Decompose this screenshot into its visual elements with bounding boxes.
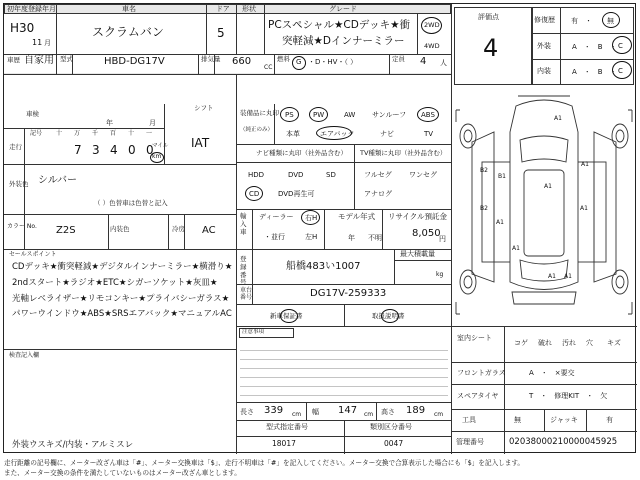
equip-aw: AW bbox=[344, 111, 356, 119]
new-guarantee: 新車保証書 bbox=[270, 312, 303, 320]
digit-label-3: 千 bbox=[92, 130, 99, 137]
digit-label-1: 十 bbox=[56, 130, 63, 137]
reg-year: H30 bbox=[10, 21, 35, 35]
score-label: 評価点 bbox=[478, 13, 499, 21]
int-value: C bbox=[618, 67, 623, 75]
max-load-unit: kg bbox=[436, 271, 444, 278]
inspection-label: 車検 bbox=[26, 110, 39, 118]
seat-tear: 破れ bbox=[538, 339, 552, 347]
reg-year-label: 初年度登録年月 bbox=[7, 4, 56, 13]
inspector-label: 検査記入欄 bbox=[9, 352, 40, 359]
exterior-note: （ ）色替車は色替と記入 bbox=[94, 199, 168, 207]
grade-line1: PCスペシャル★CDデッキ★衝 bbox=[268, 19, 410, 31]
equip-pw: PW bbox=[313, 111, 325, 119]
model: HBD-DG17V bbox=[104, 56, 165, 67]
chassis-label: 車台番号 bbox=[240, 287, 253, 302]
jack-label: ジャッキ bbox=[550, 416, 578, 424]
model-year-label: モデル年式 bbox=[338, 212, 376, 221]
spare: T ・ 修理KIT ・ 欠 bbox=[529, 392, 608, 400]
inspection-month: 月 bbox=[149, 119, 156, 127]
repair-options: 有 ・ bbox=[571, 17, 592, 25]
auction-sheet bbox=[3, 3, 636, 453]
height-unit: cm bbox=[434, 411, 444, 418]
ext-label: 外装 bbox=[537, 42, 551, 50]
car-history-label: 車歴 bbox=[7, 56, 20, 64]
sales-line-1: 2ndスタート★ラジオ★ETC★シガーソケット★灰皿★ bbox=[12, 278, 218, 288]
model-label: 型式 bbox=[60, 55, 73, 63]
registration-number: 船橋483い1007 bbox=[286, 261, 361, 272]
tv-full: フルセグ bbox=[364, 171, 392, 179]
dmg-label-9: A1 bbox=[548, 273, 556, 280]
car-name-label: 車名 bbox=[122, 4, 136, 13]
height: 189 bbox=[406, 405, 426, 416]
car-name: スクラムバン bbox=[92, 25, 164, 39]
glass-label: フロントガラス bbox=[457, 369, 506, 377]
dmg-label-1: A1 bbox=[581, 161, 589, 168]
tv-one: ワンセグ bbox=[409, 171, 437, 179]
equip-ps: PS bbox=[285, 111, 294, 119]
digit-1: 7 bbox=[74, 143, 82, 157]
unit-km: km bbox=[152, 153, 162, 160]
ext-value: C bbox=[618, 42, 623, 50]
month-unit: 月 bbox=[44, 39, 51, 47]
import-dealer: ディーラー bbox=[259, 213, 294, 221]
recycle-label: リサイクル預託金 bbox=[388, 212, 447, 221]
note-label: 注意事項 bbox=[242, 329, 265, 335]
footer-line1: 走行距離の記号欄に、メーター改ざん車は「#」、メーター交換車は「$」、走行不明車は「#」を記入してください。メーター交換で合算表示した場合にも「$」を記入します。 bbox=[4, 459, 525, 467]
door-label: ドア bbox=[216, 4, 230, 13]
max-load-label: 最大積載量 bbox=[400, 250, 435, 258]
sales-point-label: セールスポイント bbox=[9, 251, 57, 258]
color-code-label: カラー No. bbox=[7, 223, 37, 230]
fuel: G bbox=[296, 58, 302, 66]
drive-2wd: 2WD bbox=[424, 21, 440, 29]
type: 18017 bbox=[272, 439, 296, 448]
mgmt-label: 管理番号 bbox=[456, 438, 484, 446]
fuel-options: ・D・HV・（ ） bbox=[308, 58, 358, 66]
sales-line-0: CDデッキ★衝突軽減★デジタルインナーミラー★横滑り★ bbox=[12, 262, 233, 272]
cool-label: 冷房 bbox=[172, 225, 185, 233]
capacity: 4 bbox=[420, 56, 427, 67]
reg-month: 11 bbox=[32, 38, 43, 47]
tv-title: TV種類に丸印（社外品含む） bbox=[360, 149, 447, 157]
note-lines bbox=[240, 342, 448, 400]
nav-sd: SD bbox=[326, 171, 336, 179]
dmg-label-5: B2 bbox=[480, 205, 488, 212]
model-year-unknown: 不明 bbox=[368, 234, 382, 242]
seat-burn: コゲ bbox=[514, 339, 528, 347]
import-label: 輸入車 bbox=[240, 212, 247, 236]
import-right: 右H bbox=[305, 214, 318, 222]
shape-label: 形状 bbox=[242, 4, 256, 13]
digit-label-0: 記号 bbox=[30, 130, 43, 137]
mgmt: 02038000210000045925 bbox=[509, 437, 618, 447]
interior-label: 内装色 bbox=[110, 225, 130, 233]
nav-hdd: HDD bbox=[248, 171, 265, 179]
repair-label: 修復歴 bbox=[534, 16, 555, 24]
int-options: A ・ B ・ bbox=[572, 68, 617, 76]
dmg-label-3: A1 bbox=[544, 183, 552, 190]
ext-options: A ・ B ・ bbox=[572, 43, 617, 51]
dmg-label-0: A1 bbox=[554, 115, 562, 122]
width-label: 幅 bbox=[312, 408, 319, 416]
class: 0047 bbox=[384, 439, 404, 448]
recycle: 8,050 bbox=[412, 228, 441, 239]
equip-airbag: エアバック bbox=[320, 130, 355, 138]
registration-label: 登録番号 bbox=[240, 255, 247, 287]
height-label: 高さ bbox=[381, 408, 395, 416]
dmg-label-2: A1 bbox=[580, 205, 588, 212]
type-label: 型式指定番号 bbox=[266, 423, 308, 431]
length: 339 bbox=[264, 405, 284, 416]
import-left: 左H bbox=[305, 233, 318, 241]
repair-value: 無 bbox=[607, 17, 614, 25]
dmg-label-10: A1 bbox=[564, 273, 572, 280]
sales-line-2: 光軸レベライザー★リモコンキー★プライバシーガラス★ bbox=[12, 294, 230, 304]
car-history: 自家用 bbox=[24, 55, 54, 66]
exterior-color: シルバー bbox=[38, 175, 78, 186]
import-parallel: ・並行 bbox=[264, 233, 285, 241]
digit-5: 0 bbox=[146, 143, 154, 157]
mileage-digits bbox=[24, 128, 164, 164]
dmg-label-6: B1 bbox=[498, 173, 506, 180]
seat-stain: 汚れ bbox=[562, 339, 576, 347]
nav-title: ナビ種類に丸印（社外品含む） bbox=[256, 149, 347, 157]
equipment-sub: （純正のみ） bbox=[240, 127, 274, 133]
seat-label: 室内シート bbox=[457, 334, 492, 342]
cool: AC bbox=[202, 225, 216, 236]
int-label: 内装 bbox=[537, 67, 551, 75]
displacement-label: 排気量 bbox=[201, 55, 221, 63]
tool-label: 工具 bbox=[462, 416, 476, 424]
fuel-label: 燃料 bbox=[277, 55, 290, 63]
nav-dvd-play: DVD再生可 bbox=[278, 190, 315, 198]
recycle-unit: 円 bbox=[439, 235, 446, 243]
jack: 有 bbox=[606, 416, 613, 424]
width-unit: cm bbox=[364, 411, 374, 418]
cc-unit: CC bbox=[264, 64, 273, 71]
digit-label-5: 十 bbox=[128, 130, 135, 137]
nav-cd: CD bbox=[249, 190, 260, 198]
footer-line2: また、メーター交換の条件を満たしていないものはメーター改ざん車とします。 bbox=[4, 469, 241, 477]
glass: A ・ ×要交 bbox=[529, 369, 575, 377]
exterior-label: 外装色 bbox=[9, 180, 29, 188]
equip-abs: ABS bbox=[421, 111, 435, 119]
equip-navi: ナビ bbox=[380, 130, 394, 138]
grade-line2: 突軽減★Dインナーミラー bbox=[282, 35, 405, 47]
length-label: 長さ bbox=[240, 408, 254, 416]
nav-dvd: DVD bbox=[288, 171, 304, 179]
digit-label-2: 万 bbox=[74, 130, 81, 137]
equip-leather: 本革 bbox=[286, 130, 300, 138]
drive-4wd: 4WD bbox=[424, 42, 440, 50]
score: 4 bbox=[483, 34, 499, 62]
spare-label: スペアタイヤ bbox=[457, 392, 499, 400]
chassis: DG17V-259333 bbox=[310, 288, 387, 299]
tool: 無 bbox=[514, 416, 521, 424]
grade-label: グレード bbox=[329, 4, 357, 13]
dmg-label-7: A1 bbox=[496, 219, 504, 226]
length-unit: cm bbox=[292, 411, 302, 418]
equip-tv: TV bbox=[424, 130, 434, 138]
inspection-year: 年 bbox=[106, 119, 113, 127]
dmg-label-4: B2 bbox=[480, 167, 488, 174]
unit-mile: マイル bbox=[152, 143, 169, 149]
dmg-label-8: A1 bbox=[512, 245, 520, 252]
doors: 5 bbox=[217, 26, 225, 40]
shift-label: シフト bbox=[194, 104, 214, 112]
seat-scratch: キズ bbox=[607, 339, 621, 347]
seat-hole: 穴 bbox=[586, 339, 593, 347]
sales-line-3: パワーウインドウ★ABS★SRSエアバック★マニュアルAC bbox=[12, 309, 232, 319]
capacity-label: 定員 bbox=[392, 55, 405, 63]
digit-3: 4 bbox=[110, 143, 118, 157]
color-code: Z2S bbox=[56, 225, 76, 236]
capacity-unit: 人 bbox=[440, 59, 447, 67]
manual: 取扱説明書 bbox=[372, 312, 405, 320]
digit-4: 0 bbox=[128, 143, 136, 157]
equip-sunroof: サンルーフ bbox=[372, 111, 407, 119]
digit-label-6: 一 bbox=[146, 130, 153, 137]
car-damage-diagram bbox=[454, 92, 634, 324]
class-label: 類別区分番号 bbox=[370, 423, 412, 431]
equipment-label: 装備品に丸印 bbox=[240, 109, 279, 117]
width: 147 bbox=[338, 405, 358, 416]
mileage-label: 走行 bbox=[9, 143, 22, 151]
digit-label-4: 百 bbox=[110, 130, 117, 137]
model-year-unit: 年 bbox=[348, 234, 355, 242]
tv-analog: アナログ bbox=[364, 190, 392, 198]
displacement: 660 bbox=[232, 56, 252, 67]
shift: IAT bbox=[191, 136, 210, 150]
digit-2: 3 bbox=[92, 143, 100, 157]
note-item: 外装ウスキズ/内装・アルミスレ bbox=[12, 440, 134, 450]
